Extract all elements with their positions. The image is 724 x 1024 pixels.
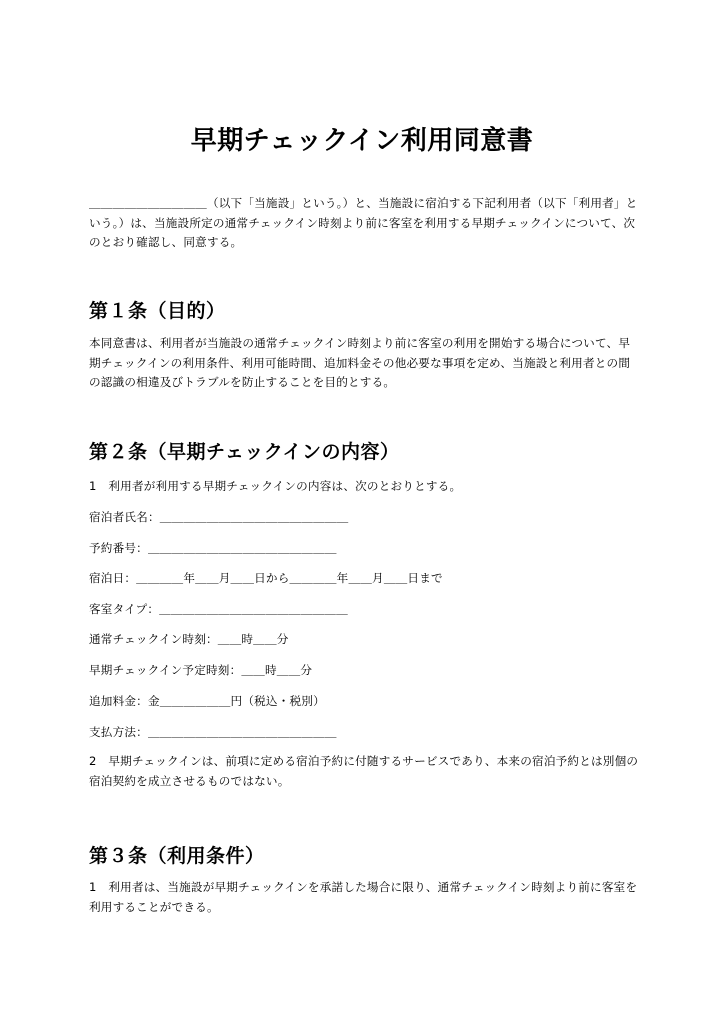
field-room-type: 客室タイプ：＿＿＿＿＿＿＿＿＿＿＿＿＿＿＿＿ — [89, 602, 348, 616]
intro-paragraph: ＿＿＿＿＿＿＿＿＿＿（以下「当施設」という。）と、当施設に宿泊する下記利用者（以下「利用者」という。）は、当施設所定の通常チェックイン時刻より前に客室を利用する早期チェックインについて、次のとおり確認し、同意する。 — [89, 196, 638, 249]
article-1-body: 本同意書は、利用者が当施設の通常チェックイン時刻より前に客室の利用を開始する場合について、早期チェックインの利用条件、利用可能時間、追加料金その他必要な事項を定め、当施設と利用者との間の認識の相違及びトラブルを防止することを目的とする。 — [89, 336, 631, 389]
field-stay-dates: 宿泊日：＿＿＿＿年＿＿月＿＿日から＿＿＿＿年＿＿月＿＿日まで — [89, 571, 443, 585]
field-normal-checkin-time: 通常チェックイン時刻：＿＿時＿＿分 — [89, 632, 289, 646]
article-3-heading: 第３条（利用条件） — [89, 845, 265, 867]
field-early-checkin-time: 早期チェックイン予定時刻：＿＿時＿＿分 — [89, 663, 313, 677]
article-3-item-1: 1 利用者は、当施設が早期チェックインを承諾した場合に限り、通常チェックイン時刻より前に客室を利用することができる。 — [89, 880, 638, 914]
article-2-item-2: 2 早期チェックインは、前項に定める宿泊予約に付随するサービスであり、本来の宿泊予約とは別個の宿泊契約を成立させるものではない。 — [89, 754, 639, 788]
field-payment-method: 支払方法：＿＿＿＿＿＿＿＿＿＿＿＿＿＿＿＿ — [89, 725, 337, 739]
field-reservation-number: 予約番号：＿＿＿＿＿＿＿＿＿＿＿＿＿＿＿＿ — [89, 541, 337, 555]
article-1-heading: 第１条（目的） — [89, 300, 226, 322]
field-guest-name: 宿泊者氏名：＿＿＿＿＿＿＿＿＿＿＿＿＿＿＿＿ — [89, 510, 349, 524]
article-2-item-1: 1 利用者が利用する早期チェックインの内容は、次のとおりとする。 — [89, 479, 462, 493]
document-title: 早期チェックイン利用同意書 — [190, 126, 534, 156]
field-additional-fee: 追加料金：金＿＿＿＿＿＿円（税込・税別） — [89, 694, 325, 708]
article-2-heading: 第２条（早期チェックインの内容） — [89, 441, 400, 463]
